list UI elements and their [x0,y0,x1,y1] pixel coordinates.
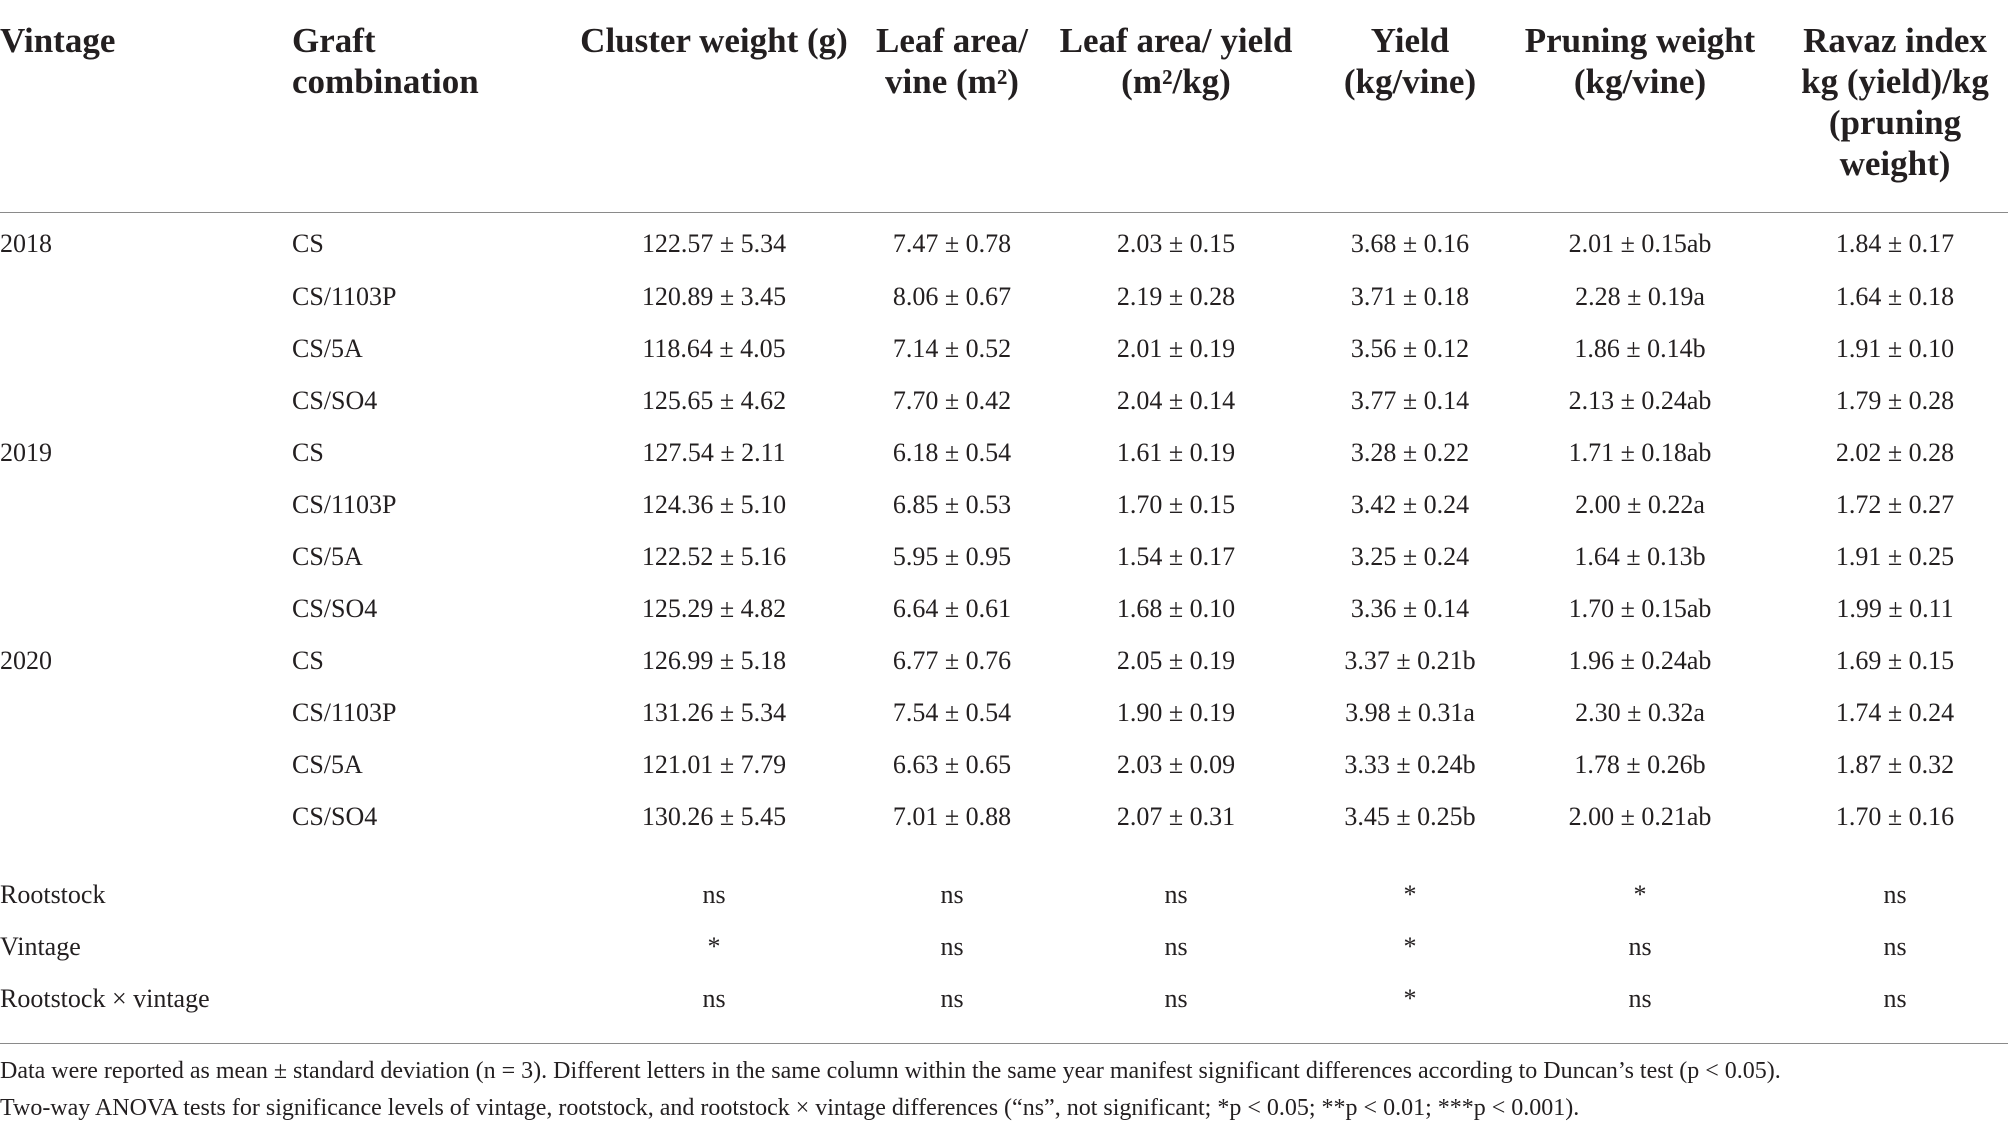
anova-ravaz-index-cell: ns [1883,880,1907,909]
yield-cell: 3.36 ± 0.14 [1350,594,1470,623]
table-row [0,739,2008,791]
leaf-area-vine-cell: 6.18 ± 0.54 [892,438,1012,467]
leaf-area-vine-cell: 7.14 ± 0.52 [892,334,1012,363]
vintage-cell [0,739,292,791]
vintage-cell: 2018 [0,229,52,258]
header-yield: Yield (kg/vine) [1322,14,1498,213]
anova-pruning-weight-cell: * [1633,880,1647,909]
cluster-weight-cell: 127.54 ± 2.11 [642,438,786,467]
graft-combination-cell: CS/SO4 [292,386,378,415]
anova-row [0,973,2008,1025]
anova-yield-cell: * [1403,984,1417,1013]
table-row [0,427,2008,479]
vintage-cell: 2020 [0,646,52,675]
anova-cluster-weight-cell: ns [702,984,726,1013]
leaf-area-vine-cell: 6.64 ± 0.61 [892,594,1012,623]
pruning-weight-cell: 1.78 ± 0.26b [1574,750,1706,779]
pruning-weight-cell: 1.71 ± 0.18ab [1568,438,1712,467]
stats-spacer-row [0,843,2008,869]
vintage-cell [0,791,292,843]
yield-cell: 3.98 ± 0.31a [1345,698,1475,727]
pruning-weight-cell: 2.30 ± 0.32a [1575,698,1705,727]
header-vintage: Vintage [0,14,292,213]
header-row [0,14,2008,213]
ravaz-index-cell: 1.87 ± 0.32 [1835,750,1955,779]
anova-pruning-weight-cell: ns [1628,932,1652,961]
vintage-cell [0,531,292,583]
leaf-area-vine-cell: 7.70 ± 0.42 [892,386,1012,415]
anova-factor-label: Vintage [0,932,81,961]
vintage-cell [0,323,292,375]
cluster-weight-cell: 121.01 ± 7.79 [641,750,787,779]
graft-combination-cell: CS/1103P [292,282,397,311]
ravaz-index-cell: 1.79 ± 0.28 [1835,386,1955,415]
cluster-weight-cell: 131.26 ± 5.34 [641,698,787,727]
leaf-area-yield-cell: 1.90 ± 0.19 [1116,698,1236,727]
table-row [0,271,2008,323]
anova-leaf-area-yield-cell: ns [1164,984,1188,1013]
anova-leaf-area-yield-cell: ns [1164,932,1188,961]
pruning-weight-cell: 2.00 ± 0.21ab [1568,802,1712,831]
leaf-area-vine-cell: 6.85 ± 0.53 [892,490,1012,519]
anova-ravaz-index-cell: ns [1883,932,1907,961]
table-body [0,213,2008,1026]
leaf-area-yield-cell: 2.04 ± 0.14 [1116,386,1236,415]
pruning-weight-cell: 1.70 ± 0.15ab [1568,594,1712,623]
leaf-area-yield-cell: 2.03 ± 0.09 [1116,750,1236,779]
anova-leaf-area-yield-cell: ns [1164,880,1188,909]
ravaz-index-cell: 1.91 ± 0.10 [1835,334,1955,363]
pruning-weight-cell: 2.00 ± 0.22a [1575,490,1705,519]
graft-combination-cell: CS [292,229,324,258]
leaf-area-yield-cell: 2.05 ± 0.19 [1116,646,1236,675]
graft-combination-cell: CS/1103P [292,490,397,519]
yield-cell: 3.71 ± 0.18 [1350,282,1470,311]
anova-leaf-area-vine-cell: ns [940,984,964,1013]
footer-rule [0,1043,2008,1044]
header-pruning-weight: Pruning weight (kg/vine) [1498,14,1782,213]
data-table [0,14,2008,1025]
yield-cell: 3.28 ± 0.22 [1350,438,1470,467]
graft-combination-cell: CS/1103P [292,698,397,727]
table-row [0,531,2008,583]
anova-pruning-weight-cell: ns [1628,984,1652,1013]
yield-cell: 3.42 ± 0.24 [1350,490,1470,519]
table-row [0,375,2008,427]
graft-combination-cell: CS [292,646,324,675]
leaf-area-yield-cell: 2.19 ± 0.28 [1116,282,1236,311]
table-row [0,687,2008,739]
yield-cell: 3.45 ± 0.25b [1344,802,1476,831]
vintage-cell [0,479,292,531]
leaf-area-vine-cell: 7.54 ± 0.54 [892,698,1012,727]
header-leaf-area-vine: Leaf area/ vine (m²) [874,14,1030,213]
anova-factor-label: Rootstock [0,880,106,909]
leaf-area-yield-cell: 2.01 ± 0.19 [1116,334,1236,363]
graft-combination-cell: CS [292,438,324,467]
vintage-cell [0,687,292,739]
leaf-area-vine-cell: 6.77 ± 0.76 [892,646,1012,675]
cluster-weight-cell: 125.65 ± 4.62 [641,386,787,415]
ravaz-index-cell: 1.69 ± 0.15 [1835,646,1955,675]
header-ravaz-index: Ravaz index kg (yield)/kg (pruning weight) [1782,14,2008,213]
pruning-weight-cell: 2.13 ± 0.24ab [1568,386,1712,415]
ravaz-index-cell: 1.74 ± 0.24 [1835,698,1955,727]
vintage-cell [0,271,292,323]
anova-cluster-weight-cell: ns [702,880,726,909]
leaf-area-yield-cell: 2.07 ± 0.31 [1116,802,1236,831]
vintage-cell [0,375,292,427]
cluster-weight-cell: 125.29 ± 4.82 [641,594,787,623]
anova-row [0,869,2008,921]
yield-cell: 3.33 ± 0.24b [1344,750,1476,779]
leaf-area-vine-cell: 7.47 ± 0.78 [892,229,1012,258]
cluster-weight-cell: 126.99 ± 5.18 [641,646,787,675]
leaf-area-yield-cell: 2.03 ± 0.15 [1116,229,1236,258]
vintage-cell: 2019 [0,438,52,467]
table-row [0,635,2008,687]
ravaz-index-cell: 1.91 ± 0.25 [1835,542,1955,571]
yield-cell: 3.77 ± 0.14 [1350,386,1470,415]
ravaz-index-cell: 1.99 ± 0.11 [1836,594,1954,623]
anova-yield-cell: * [1403,932,1417,961]
leaf-area-yield-cell: 1.54 ± 0.17 [1116,542,1236,571]
yield-cell: 3.68 ± 0.16 [1350,229,1470,258]
leaf-area-vine-cell: 5.95 ± 0.95 [892,542,1012,571]
ravaz-index-cell: 2.02 ± 0.28 [1835,438,1955,467]
ravaz-index-cell: 1.70 ± 0.16 [1835,802,1955,831]
pruning-weight-cell: 2.28 ± 0.19a [1575,282,1705,311]
ravaz-index-cell: 1.72 ± 0.27 [1835,490,1955,519]
anova-cluster-weight-cell: * [707,932,721,961]
cluster-weight-cell: 130.26 ± 5.45 [641,802,787,831]
footnote-line-1: Data were reported as mean ± standard deviation (n = 3). Different letters in the same column within the same year manifest significant differences according to Duncan’s test (p < 0.05). [0,1058,1781,1084]
yield-cell: 3.37 ± 0.21b [1344,646,1476,675]
header-graft-combination: Graft combination [292,14,554,213]
table-row [0,479,2008,531]
pruning-weight-cell: 1.64 ± 0.13b [1574,542,1706,571]
header-leaf-area-yield: Leaf area/ yield (m²/kg) [1030,14,1322,213]
leaf-area-yield-cell: 1.70 ± 0.15 [1116,490,1236,519]
pruning-weight-cell: 2.01 ± 0.15ab [1568,229,1712,258]
graft-combination-cell: CS/5A [292,542,363,571]
table-row [0,791,2008,843]
leaf-area-yield-cell: 1.61 ± 0.19 [1116,438,1236,467]
anova-yield-cell: * [1403,880,1417,909]
graft-combination-cell: CS/5A [292,750,363,779]
table-row [0,583,2008,635]
table-row [0,213,2008,272]
graft-combination-cell: CS/5A [292,334,363,363]
graft-combination-cell: CS/SO4 [292,594,378,623]
pruning-weight-cell: 1.86 ± 0.14b [1574,334,1706,363]
ravaz-index-cell: 1.84 ± 0.17 [1835,229,1955,258]
table-row [0,323,2008,375]
anova-factor-label: Rootstock × vintage [0,984,210,1013]
yield-cell: 3.56 ± 0.12 [1350,334,1470,363]
vintage-cell [0,583,292,635]
yield-cell: 3.25 ± 0.24 [1350,542,1470,571]
anova-row [0,921,2008,973]
pruning-weight-cell: 1.96 ± 0.24ab [1568,646,1712,675]
cluster-weight-cell: 118.64 ± 4.05 [642,334,786,363]
cluster-weight-cell: 124.36 ± 5.10 [641,490,787,519]
cluster-weight-cell: 122.52 ± 5.16 [641,542,787,571]
leaf-area-vine-cell: 6.63 ± 0.65 [892,750,1012,779]
ravaz-index-cell: 1.64 ± 0.18 [1835,282,1955,311]
table-header [0,14,2008,213]
graft-combination-cell: CS/SO4 [292,802,378,831]
leaf-area-vine-cell: 8.06 ± 0.67 [892,282,1012,311]
anova-leaf-area-vine-cell: ns [940,932,964,961]
cluster-weight-cell: 122.57 ± 5.34 [641,229,787,258]
anova-leaf-area-vine-cell: ns [940,880,964,909]
footnote-line-2: Two-way ANOVA tests for significance levels of vintage, rootstock, and rootstock × vintage differences (“ns”, not significant; *p < 0.05; **p < 0.01; ***p < 0.001). [0,1095,1580,1121]
header-cluster-weight: Cluster weight (g) [554,14,874,213]
leaf-area-yield-cell: 1.68 ± 0.10 [1116,594,1236,623]
spacer-cell [0,843,2008,869]
leaf-area-vine-cell: 7.01 ± 0.88 [892,802,1012,831]
anova-ravaz-index-cell: ns [1883,984,1907,1013]
table-footnote [0,1053,2008,1127]
cluster-weight-cell: 120.89 ± 3.45 [641,282,787,311]
